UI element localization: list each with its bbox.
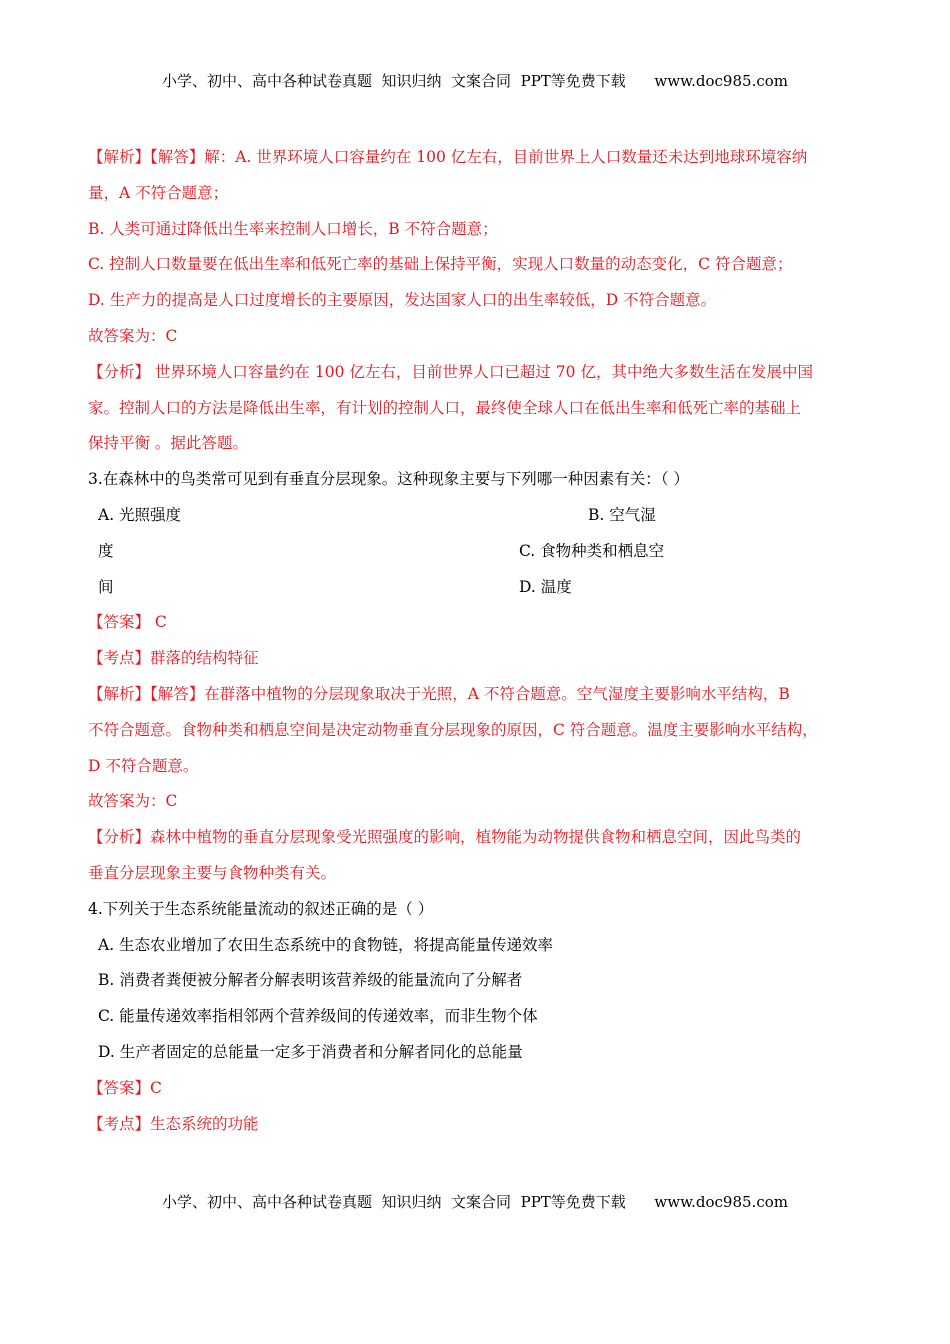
q3-option-b-wrap: 度: [98, 541, 114, 560]
q3-option-c-wrap: 间: [98, 577, 114, 596]
q3-jiexi-line-1: 【解析】【解答】在群落中植物的分层现象取决于光照，A 不符合题意。空气湿度主要影响水平结构，B: [88, 684, 790, 703]
q2-option-b-analysis: B. 人类可通过降低出生率来控制人口增长，B 不符合题意；: [88, 219, 498, 238]
q3-jiexi-line-2: 不符合题意。食物种类和栖息空间是决定动物垂直分层现象的原因，C 符合题意。温度主要影响水平结构，: [88, 720, 818, 739]
q2-final-answer: 故答案为：C: [88, 326, 178, 345]
q4-option-d: D. 生产者固定的总能量一定多于消费者和分解者同化的总能量: [98, 1042, 523, 1061]
q3-kaodian: 【考点】群落的结构特征: [88, 649, 259, 668]
page-header: 小学、初中、高中各种试卷真题 知识归纳 文案合同 PPT等免费下载 www.doc985.com: [161, 72, 788, 90]
q3-fenxi-line-2: 垂直分层现象主要与食物种类有关。: [88, 863, 337, 882]
q2-fenxi-line-3: 保持平衡 。据此答题。: [88, 434, 248, 453]
q2-option-d-analysis: D. 生产力的提高是人口过度增长的主要原因，发达国家人口的出生率较低，D 不符合题意。: [88, 291, 717, 310]
q3-stem: 3.在森林中的鸟类常可见到有垂直分层现象。这种现象主要与下列哪一种因素有关：（ ）: [88, 470, 689, 489]
q2-fenxi-line-1: 【分析】 世界环境人口容量约在 100 亿左右，目前世界人口已超过 70 亿，其中绝大多数生活在发展中国: [88, 362, 813, 381]
q4-option-c: C. 能量传递效率指相邻两个营养级间的传递效率，而非生物个体: [98, 1007, 538, 1026]
q4-stem: 4.下列关于生态系统能量流动的叙述正确的是（ ）: [88, 899, 434, 918]
q3-jiexi-line-3: D 不符合题意。: [88, 756, 199, 775]
q3-option-a: A. 光照强度: [98, 505, 182, 524]
q3-options-row-1: [88, 498, 863, 534]
q3-final-answer: 故答案为：C: [88, 792, 178, 811]
q2-fenxi-line-2: 家。控制人口的方法是降低出生率，有计划的控制人口，最终使全球人口在低出生率和低死亡率的基础上: [88, 398, 802, 417]
q4-answer: 【答案】C: [88, 1078, 162, 1097]
q2-option-c-analysis: C. 控制人口数量要在低出生率和低死亡率的基础上保持平衡，实现人口数量的动态变化，C 符合题意；: [88, 255, 793, 274]
q2-jiexi-line-2: 量，A 不符合题意；: [88, 183, 229, 202]
q3-fenxi-line-1: 【分析】森林中植物的垂直分层现象受光照强度的影响，植物能为动物提供食物和栖息空间，因此鸟类的: [88, 828, 802, 847]
q3-option-b: B. 空气湿: [588, 505, 656, 524]
q4-option-a: A. 生态农业增加了农田生态系统中的食物链，将提高能量传递效率: [98, 935, 554, 954]
q4-option-b: B. 消费者粪便被分解者分解表明该营养级的能量流向了分解者: [98, 971, 523, 990]
q4-kaodian: 【考点】生态系统的功能: [88, 1114, 259, 1133]
q3-options-row-2: [88, 534, 863, 570]
q3-answer: 【答案】 C: [88, 613, 167, 632]
document-body: [88, 140, 863, 1142]
q3-option-d: D. 温度: [519, 577, 572, 596]
q3-options-row-3: [88, 570, 863, 606]
q3-option-c: C. 食物种类和栖息空: [519, 541, 665, 560]
q2-jiexi-line-1: 【解析】【解答】解：A. 世界环境人口容量约在 100 亿左右，目前世界上人口数量还未达到地球环境容纳: [88, 148, 808, 166]
page-footer: 小学、初中、高中各种试卷真题 知识归纳 文案合同 PPT等免费下载 www.doc985.com: [161, 1193, 788, 1211]
